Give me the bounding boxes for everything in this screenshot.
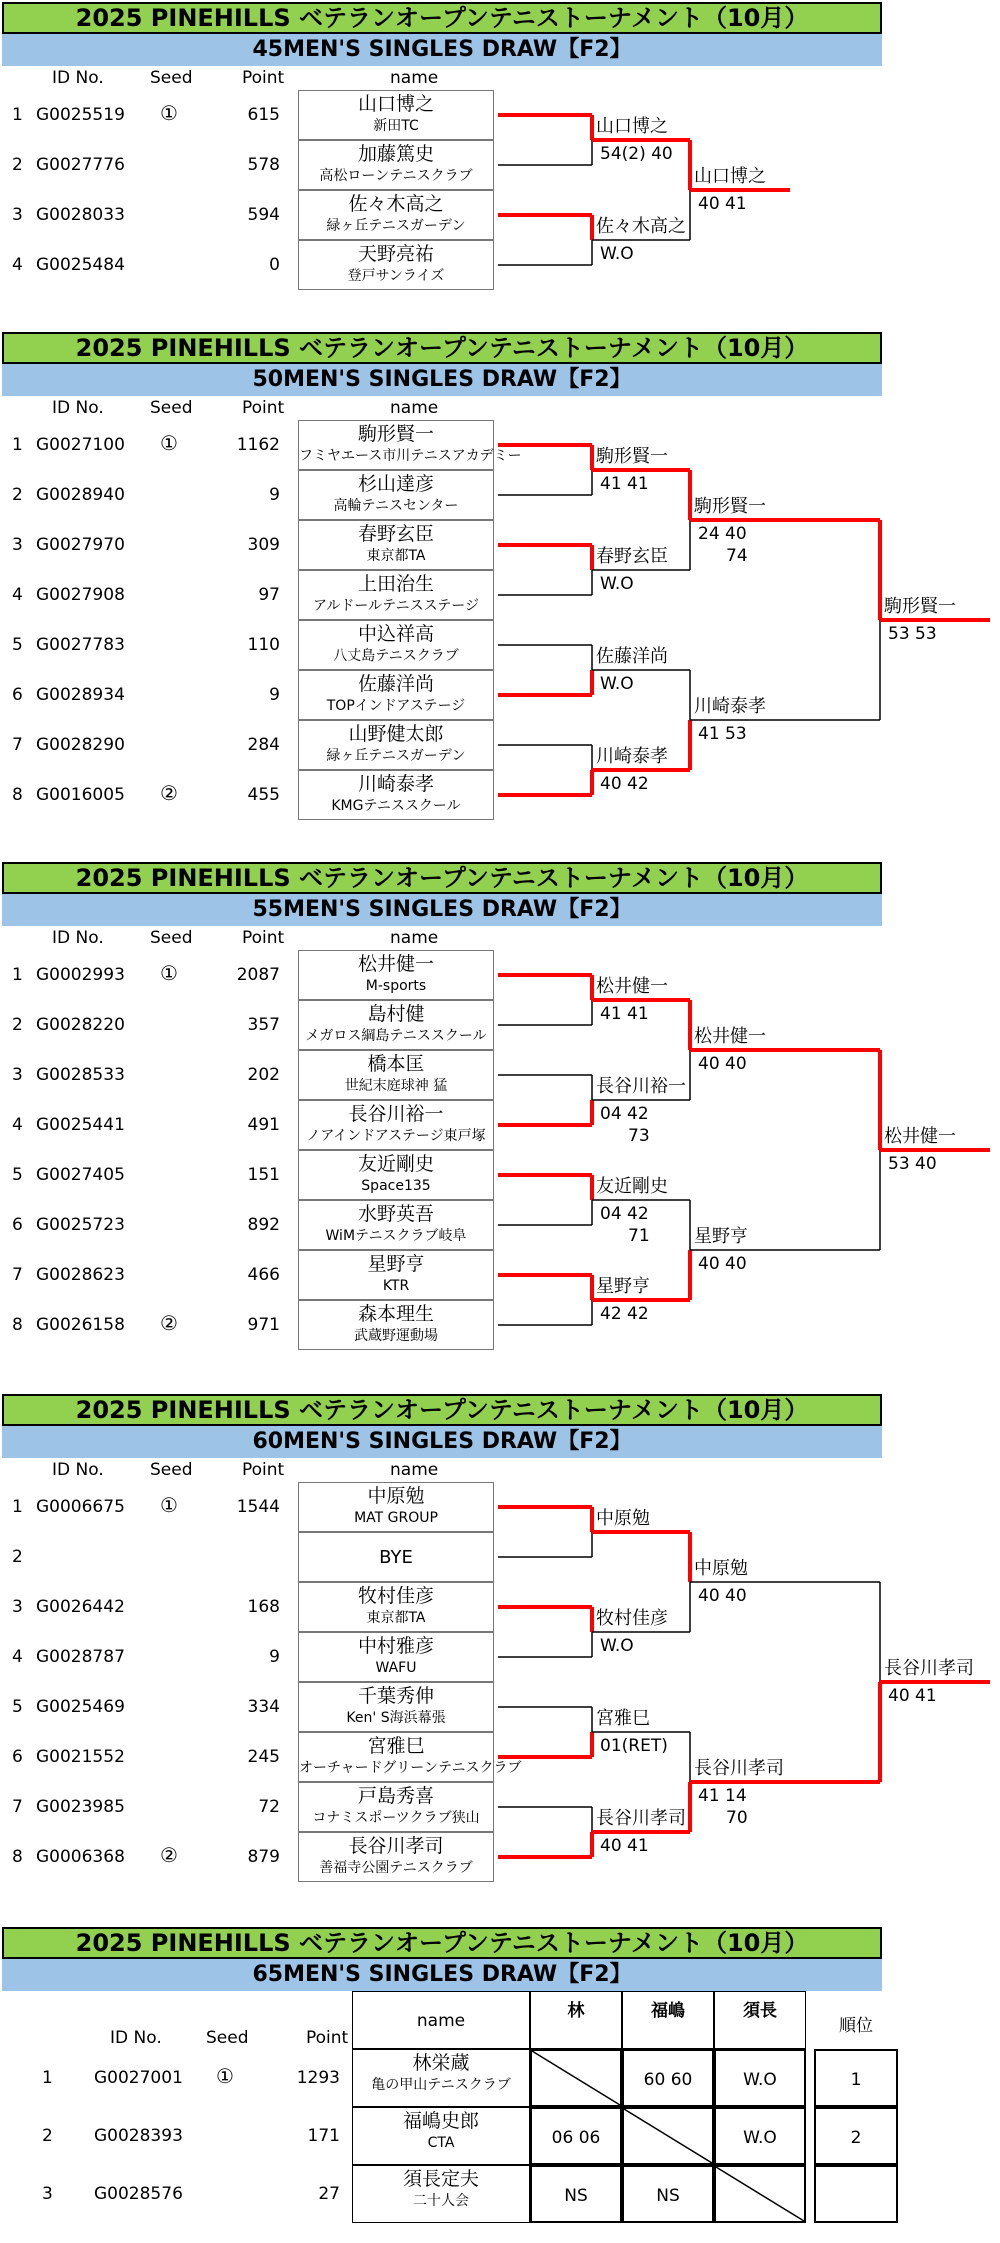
draw-number: 4 <box>12 1115 23 1135</box>
player-point: 971 <box>247 1315 280 1335</box>
match-score: 41 14 <box>698 1786 747 1806</box>
draw-section <box>0 860 1000 1374</box>
club-name: M-sports <box>365 978 427 994</box>
round-robin-section <box>0 1925 1000 2235</box>
player-id: G0025441 <box>36 1115 125 1135</box>
draw-number: 1 <box>12 435 23 455</box>
club-name: フミヤエース市川テニスアカデミー <box>299 448 522 464</box>
tiebreak-score: 74 <box>726 546 748 566</box>
draw-number: 2 <box>12 485 23 505</box>
player-point: 9 <box>269 485 280 505</box>
draw-number: 5 <box>12 1165 23 1185</box>
section-subtitle: 65MEN'S SINGLES DRAW【F2】 <box>2 1959 882 1991</box>
match-winner: 長谷川孝司 <box>694 1758 784 1779</box>
match-winner: 中原勉 <box>694 1558 748 1579</box>
player-id: G0025469 <box>36 1697 125 1717</box>
player-point: 2087 <box>236 965 280 985</box>
match-winner: 山口博之 <box>596 116 668 137</box>
club-name: ノアインドアステージ東戸塚 <box>306 1128 486 1144</box>
player-id: G0026442 <box>36 1597 125 1617</box>
player-id: G0027100 <box>36 435 125 455</box>
player-id: G0028533 <box>36 1065 125 1085</box>
club-name: 八丈島テニスクラブ <box>333 648 459 664</box>
section-title: 2025 PINEHILLS ベテランオープンテニストーナメント（10月） <box>2 862 882 894</box>
header-point: Point <box>242 398 285 418</box>
player-name: 上田治生 <box>357 573 434 595</box>
draw-number: 2 <box>12 1547 23 1567</box>
draw-number: 6 <box>12 1215 23 1235</box>
section-title: 2025 PINEHILLS ベテランオープンテニストーナメント（10月） <box>2 1927 882 1959</box>
club-name: アルドールテニスステージ <box>312 598 480 614</box>
section-title: 2025 PINEHILLS ベテランオープンテニストーナメント（10月） <box>2 1394 882 1426</box>
result-cell: 06 06 <box>530 2107 622 2165</box>
draw-number: 4 <box>12 255 23 275</box>
rr-header-name: name <box>352 1991 530 2049</box>
player-id: G0027001 <box>94 2068 183 2088</box>
player-id: G0028934 <box>36 685 125 705</box>
player-name: 佐藤洋尚 <box>357 673 434 695</box>
draw-number: 2 <box>42 2126 53 2146</box>
match-score: W.O <box>600 244 634 264</box>
draw-number: 3 <box>12 1065 23 1085</box>
player-point: 151 <box>247 1165 280 1185</box>
result-cell <box>530 2049 622 2107</box>
diagonal-cell-mark <box>624 2109 712 2163</box>
match-winner: 佐々木高之 <box>596 216 686 237</box>
player-id: G0028787 <box>36 1647 125 1667</box>
section-title: 2025 PINEHILLS ベテランオープンテニストーナメント（10月） <box>2 2 882 34</box>
match-winner: 長谷川孝司 <box>884 1658 974 1679</box>
club-name: 世紀末庭球神 猛 <box>344 1078 448 1094</box>
player-point: 9 <box>269 1647 280 1667</box>
player-point: 615 <box>247 105 280 125</box>
header-name: name <box>390 68 439 88</box>
player-point: 0 <box>269 255 280 275</box>
player-id: G0023985 <box>36 1797 125 1817</box>
player-name: 松井健一 <box>357 953 434 975</box>
draw-number: 3 <box>42 2184 53 2204</box>
player-point: 1544 <box>236 1497 280 1517</box>
diagonal-cell-mark <box>716 2167 804 2221</box>
player-id: G0027783 <box>36 635 125 655</box>
match-winner: 星野亨 <box>694 1226 748 1247</box>
draw-number: 1 <box>12 1497 23 1517</box>
header-seed: Seed <box>150 68 193 88</box>
header-point: Point <box>242 68 285 88</box>
player-id: G0025519 <box>36 105 125 125</box>
match-winner: 宮雅巳 <box>596 1708 650 1729</box>
match-score: 01(RET) <box>600 1736 668 1756</box>
club-name: 高輪テニスセンター <box>333 498 459 514</box>
section-title: 2025 PINEHILLS ベテランオープンテニストーナメント（10月） <box>2 332 882 364</box>
draw-number: 1 <box>12 965 23 985</box>
club-name: WiMテニスクラブ岐阜 <box>325 1228 467 1244</box>
rr-opponent-header: 須長 <box>714 1991 806 2049</box>
bye-label: BYE <box>379 1547 413 1568</box>
player-name-box <box>352 2107 530 2165</box>
match-winner: 星野亨 <box>596 1276 650 1297</box>
draw-number: 6 <box>12 1747 23 1767</box>
club-name: 武蔵野運動場 <box>354 1328 438 1344</box>
player-id: G0021552 <box>36 1747 125 1767</box>
player-name: 福嶋史郎 <box>402 2110 479 2132</box>
header-point: Point <box>242 1460 285 1480</box>
player-name: 友近剛史 <box>357 1153 434 1175</box>
player-name: 星野亨 <box>367 1253 425 1275</box>
match-winner: 松井健一 <box>884 1126 956 1147</box>
match-score: 53 53 <box>888 624 937 644</box>
draw-number: 8 <box>12 1315 23 1335</box>
player-id: G0027405 <box>36 1165 125 1185</box>
club-name: Ken' S海浜幕張 <box>346 1710 446 1726</box>
match-score: 24 40 <box>698 524 747 544</box>
player-id: G0028290 <box>36 735 125 755</box>
match-winner: 中原勉 <box>596 1508 650 1529</box>
header-seed: Seed <box>150 928 193 948</box>
player-name-box <box>352 2165 530 2223</box>
player-point: 245 <box>247 1747 280 1767</box>
header-id: ID No. <box>110 2028 162 2048</box>
player-name: 長谷川裕一 <box>348 1103 444 1125</box>
player-id: G0028940 <box>36 485 125 505</box>
match-score: 53 40 <box>888 1154 937 1174</box>
tiebreak-score: 71 <box>628 1226 650 1246</box>
draw-number: 1 <box>12 105 23 125</box>
seed-mark: ② <box>160 781 178 805</box>
player-name: 天野亮祐 <box>357 243 434 265</box>
player-point: 466 <box>247 1265 280 1285</box>
player-point: 334 <box>247 1697 280 1717</box>
tiebreak-score: 73 <box>628 1126 650 1146</box>
match-score: 41 41 <box>600 474 649 494</box>
match-score: 04 42 <box>600 1104 649 1124</box>
match-score: 40 41 <box>888 1686 937 1706</box>
player-name: 川崎泰孝 <box>357 773 434 795</box>
section-subtitle: 60MEN'S SINGLES DRAW【F2】 <box>2 1426 882 1458</box>
header-seed: Seed <box>206 2028 249 2048</box>
club-name: WAFU <box>375 1660 417 1676</box>
club-name: CTA <box>427 2135 455 2151</box>
draw-number: 6 <box>12 685 23 705</box>
player-point: 9 <box>269 685 280 705</box>
match-score: 40 41 <box>698 194 747 214</box>
club-name: 二十人会 <box>413 2193 469 2209</box>
match-winner: 山口博之 <box>694 166 766 187</box>
player-name: 杉山達彦 <box>357 473 434 495</box>
match-score: 40 40 <box>698 1586 747 1606</box>
match-score: 40 40 <box>698 1254 747 1274</box>
draw-number: 4 <box>12 585 23 605</box>
match-winner: 長谷川孝司 <box>596 1808 686 1829</box>
player-point: 284 <box>247 735 280 755</box>
draw-section <box>0 1392 1000 1906</box>
draw-number: 5 <box>12 635 23 655</box>
match-winner: 駒形賢一 <box>596 446 668 467</box>
player-id: G0016005 <box>36 785 125 805</box>
header-id: ID No. <box>52 928 104 948</box>
player-point: 171 <box>307 2126 340 2146</box>
club-name: 緑ヶ丘テニスガーデン <box>326 218 466 234</box>
club-name: 登戸サンライズ <box>347 268 445 284</box>
club-name: 亀の甲山テニスクラブ <box>371 2077 511 2093</box>
diagonal-line <box>624 2109 712 2163</box>
match-winner: 川崎泰孝 <box>694 696 766 717</box>
rank-cell <box>814 2165 898 2223</box>
match-winner: 春野玄臣 <box>596 546 668 567</box>
player-name: 中込祥高 <box>357 623 434 645</box>
player-name: 山口博之 <box>357 93 434 115</box>
seed-mark: ② <box>160 1311 178 1335</box>
result-cell: NS <box>622 2165 714 2223</box>
draw-number: 3 <box>12 1597 23 1617</box>
player-id: G0006368 <box>36 1847 125 1867</box>
rank-cell: 2 <box>814 2107 898 2165</box>
player-id: G0028576 <box>94 2184 183 2204</box>
result-cell: 60 60 <box>622 2049 714 2107</box>
player-id: G0028220 <box>36 1015 125 1035</box>
player-name: 須長定夫 <box>402 2168 479 2190</box>
match-score: 40 40 <box>698 1054 747 1074</box>
header-seed: Seed <box>150 1460 193 1480</box>
player-point: 491 <box>247 1115 280 1135</box>
player-id: G0027908 <box>36 585 125 605</box>
player-name: 加藤篤史 <box>357 143 434 165</box>
player-point: 72 <box>258 1797 280 1817</box>
header-point: Point <box>306 2028 349 2048</box>
match-score: W.O <box>600 1636 634 1656</box>
diagonal-line <box>716 2167 804 2221</box>
club-name: TOPインドアステージ <box>326 698 466 714</box>
player-point: 1293 <box>296 2068 340 2088</box>
bracket-lines <box>0 0 1000 300</box>
result-cell: W.O <box>714 2049 806 2107</box>
player-name: 中村雅彦 <box>357 1635 434 1657</box>
result-cell <box>622 2107 714 2165</box>
match-winner: 川崎泰孝 <box>596 746 668 767</box>
player-point: 578 <box>247 155 280 175</box>
header-id: ID No. <box>52 68 104 88</box>
draw-number: 3 <box>12 205 23 225</box>
player-name: 林栄蔵 <box>412 2052 470 2074</box>
player-point: 455 <box>247 785 280 805</box>
player-point: 594 <box>247 205 280 225</box>
club-name: 新田TC <box>373 118 419 134</box>
header-name: name <box>390 1460 439 1480</box>
draw-number: 3 <box>12 535 23 555</box>
header-name: name <box>390 928 439 948</box>
club-name: 東京都TA <box>366 548 426 564</box>
club-name: オーチャードグリーンテニスクラブ <box>299 1760 522 1776</box>
rr-opponent-header: 福嶋 <box>622 1991 714 2049</box>
match-score: 40 42 <box>600 774 649 794</box>
player-point: 892 <box>247 1215 280 1235</box>
match-winner: 友近剛史 <box>596 1176 668 1197</box>
player-point: 1162 <box>236 435 280 455</box>
match-score: 04 42 <box>600 1204 649 1224</box>
match-score: 41 53 <box>698 724 747 744</box>
player-id: G0028623 <box>36 1265 125 1285</box>
player-name: 千葉秀伸 <box>357 1685 434 1707</box>
diagonal-line <box>532 2051 620 2105</box>
seed-mark: ① <box>160 431 178 455</box>
header-id: ID No. <box>52 1460 104 1480</box>
player-name: 水野英吾 <box>357 1203 434 1225</box>
club-name: 善福寺公園テニスクラブ <box>319 1860 473 1876</box>
result-cell: NS <box>530 2165 622 2223</box>
player-point: 202 <box>247 1065 280 1085</box>
match-winner: 牧村佳彦 <box>596 1608 668 1629</box>
player-name: 牧村佳彦 <box>357 1585 434 1607</box>
player-point: 97 <box>258 585 280 605</box>
header-id: ID No. <box>52 398 104 418</box>
seed-mark: ① <box>160 961 178 985</box>
draw-section <box>0 330 1000 844</box>
player-point: 309 <box>247 535 280 555</box>
draw-number: 4 <box>12 1647 23 1667</box>
player-name: 春野玄臣 <box>357 523 434 545</box>
bracket-lines <box>0 330 1000 830</box>
match-winner: 駒形賢一 <box>884 596 956 617</box>
player-id: G0002993 <box>36 965 125 985</box>
player-id: G0025484 <box>36 255 125 275</box>
match-score: 42 42 <box>600 1304 649 1324</box>
header-seed: Seed <box>150 398 193 418</box>
club-name: KTR <box>382 1278 410 1294</box>
section-subtitle: 50MEN'S SINGLES DRAW【F2】 <box>2 364 882 396</box>
player-name: 宮雅巳 <box>367 1735 425 1757</box>
header-name: name <box>390 398 439 418</box>
bracket-lines <box>0 1392 1000 1892</box>
player-name: 島村健 <box>367 1003 425 1025</box>
rr-rank-header: 順位 <box>839 2016 873 2036</box>
bracket-lines <box>0 860 1000 1360</box>
draw-number: 7 <box>12 1797 23 1817</box>
player-name: 森本理生 <box>357 1303 434 1325</box>
match-winner: 長谷川裕一 <box>596 1076 686 1097</box>
draw-number: 7 <box>12 735 23 755</box>
section-subtitle: 45MEN'S SINGLES DRAW【F2】 <box>2 34 882 66</box>
player-id: G0028033 <box>36 205 125 225</box>
player-point: 168 <box>247 1597 280 1617</box>
player-name: 中原勉 <box>367 1485 425 1507</box>
player-id: G0027776 <box>36 155 125 175</box>
club-name: 高松ローンテニスクラブ <box>319 168 473 184</box>
seed-mark: ② <box>160 1843 178 1867</box>
match-score: 40 41 <box>600 1836 649 1856</box>
match-winner: 松井健一 <box>596 976 668 997</box>
match-winner: 松井健一 <box>694 1026 766 1047</box>
club-name: 緑ヶ丘テニスガーデン <box>326 748 466 764</box>
club-name: MAT GROUP <box>354 1510 438 1526</box>
seed-mark: ① <box>216 2064 234 2088</box>
tiebreak-score: 70 <box>726 1808 748 1828</box>
player-point: 110 <box>247 635 280 655</box>
player-id: G0006675 <box>36 1497 125 1517</box>
rr-opponent-header: 林 <box>530 1991 622 2049</box>
draw-number: 8 <box>12 785 23 805</box>
player-name: 橋本匡 <box>367 1053 425 1075</box>
draw-number: 8 <box>12 1847 23 1867</box>
player-name: 駒形賢一 <box>357 423 434 445</box>
player-point: 879 <box>247 1847 280 1867</box>
draw-section <box>0 0 1000 314</box>
club-name: KMGテニススクール <box>331 798 461 814</box>
player-id: G0028393 <box>94 2126 183 2146</box>
seed-mark: ① <box>160 1493 178 1517</box>
club-name: Space135 <box>361 1178 431 1194</box>
player-id: G0025723 <box>36 1215 125 1235</box>
match-score: W.O <box>600 574 634 594</box>
player-name: 佐々木高之 <box>348 193 444 215</box>
draw-number: 5 <box>12 1697 23 1717</box>
header-point: Point <box>242 928 285 948</box>
draw-number: 1 <box>42 2068 53 2088</box>
player-id: G0026158 <box>36 1315 125 1335</box>
club-name: 東京都TA <box>366 1610 426 1626</box>
player-name: 戸島秀喜 <box>357 1785 434 1807</box>
match-winner: 駒形賢一 <box>694 496 766 517</box>
match-score: W.O <box>600 674 634 694</box>
result-cell: W.O <box>714 2107 806 2165</box>
club-name: メガロス綱島テニススクール <box>305 1028 487 1044</box>
diagonal-cell-mark <box>532 2051 620 2105</box>
match-score: 54(2) 40 <box>600 144 673 164</box>
match-winner: 佐藤洋尚 <box>596 646 668 667</box>
draw-number: 2 <box>12 155 23 175</box>
player-point: 27 <box>318 2184 340 2204</box>
player-point: 357 <box>247 1015 280 1035</box>
player-id: G0027970 <box>36 535 125 555</box>
player-name: 長谷川孝司 <box>348 1835 444 1857</box>
rank-cell: 1 <box>814 2049 898 2107</box>
match-score: 41 41 <box>600 1004 649 1024</box>
result-cell <box>714 2165 806 2223</box>
draw-number: 7 <box>12 1265 23 1285</box>
player-name-box <box>352 2049 530 2107</box>
section-subtitle: 55MEN'S SINGLES DRAW【F2】 <box>2 894 882 926</box>
club-name: コナミスポーツクラブ狭山 <box>312 1810 480 1826</box>
draw-number: 2 <box>12 1015 23 1035</box>
player-name: 山野健太郎 <box>348 723 444 745</box>
seed-mark: ① <box>160 101 178 125</box>
